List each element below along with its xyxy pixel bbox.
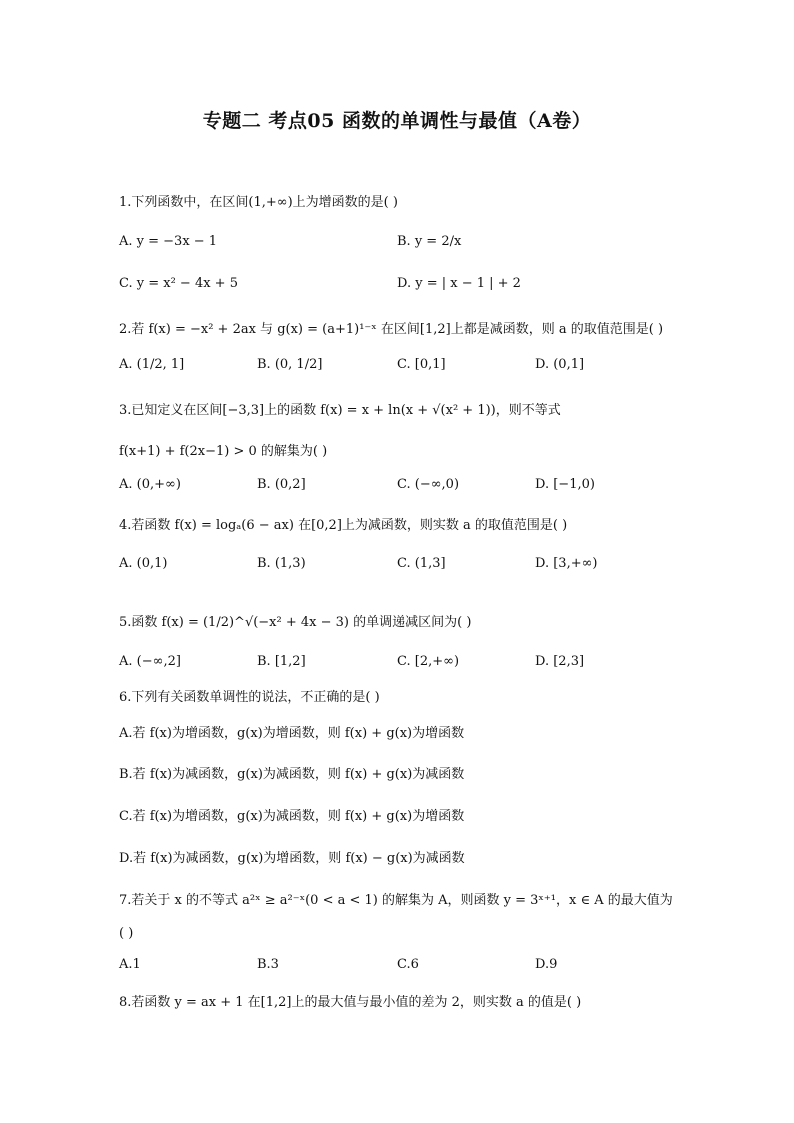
question-1-option-b: B. y = 2/x [397,234,462,249]
question-5-option-b: B. [1,2] [257,654,306,669]
question-3-option-a: A. (0,+∞) [119,477,181,492]
question-3-option-c: C. (−∞,0) [397,477,460,492]
question-6-option-c: C.若 f(x)为增函数，g(x)为减函数，则 f(x) + g(x)为增函数 [119,809,465,824]
question-8-stem: 8.若函数 y = ax + 1 在[1,2]上的最大值与最小值的差为 2，则实数 a 的值是( ) [119,995,582,1010]
question-7-option-b: B.3 [257,957,279,972]
question-2-option-a: A. (1/2, 1] [119,357,185,372]
question-2-option-c: C. [0,1] [397,357,446,372]
question-3-option-b: B. (0,2] [257,477,306,492]
question-5-option-c: C. [2,+∞) [397,654,460,669]
question-2-stem: 2.若 f(x) = −x² + 2ax 与 g(x) = (a+1)¹⁻ˣ 在区间[1,2]上都是减函数，则 a 的取值范围是( ) [119,322,664,337]
question-6-option-a: A.若 f(x)为增函数，g(x)为增函数，则 f(x) + g(x)为增函数 [119,726,465,741]
question-7-option-c: C.6 [397,957,419,972]
question-7-option-a: A.1 [119,957,141,972]
question-4-option-c: C. (1,3] [397,556,446,571]
question-5-stem: 5.函数 f(x) = (1/2)^√(−x² + 4x − 3) 的单调递减区间为( ) [119,615,472,630]
question-4-option-d: D. [3,+∞) [535,556,598,571]
question-1-stem: 1.下列函数中，在区间(1,+∞)上为增函数的是( ) [119,195,398,210]
question-3-stem-continued: f(x+1) + f(2x−1) > 0 的解集为( ) [119,444,328,459]
question-5-option-a: A. (−∞,2] [119,654,181,669]
question-1-option-d: D. y = | x − 1 | + 2 [397,276,521,291]
question-6-option-b: B.若 f(x)为减函数，g(x)为减函数，则 f(x) + g(x)为减函数 [119,767,465,782]
question-1-option-a: A. y = −3x − 1 [119,234,218,249]
page-title: 专题二 考点05 函数的单调性与最值（A卷） [202,110,592,132]
question-3-stem: 3.已知定义在区间[−3,3]上的函数 f(x) = x + ln(x + √(x² + 1))，则不等式 [119,403,561,418]
question-4-option-a: A. (0,1) [119,556,168,571]
question-4-option-b: B. (1,3) [257,556,306,571]
question-4-stem: 4.若函数 f(x) = logₐ(6 − ax) 在[0,2]上为减函数，则实数 a 的取值范围是( ) [119,518,568,533]
question-7-option-d: D.9 [535,957,558,972]
question-1-option-c: C. y = x² − 4x + 5 [119,276,238,291]
question-5-option-d: D. [2,3] [535,654,585,669]
question-3-option-d: D. [−1,0) [535,477,595,492]
question-7-stem: 7.若关于 x 的不等式 a²ˣ ≥ a²⁻ˣ(0 < a < 1) 的解集为 A，则函数 y = 3ˣ⁺¹，x ∈ A 的最大值为 [119,893,673,908]
question-7-stem-continued: ( ) [119,926,134,941]
question-6-option-d: D.若 f(x)为减函数，g(x)为增函数，则 f(x) − g(x)为减函数 [119,851,465,866]
question-2-option-d: D. (0,1] [535,357,585,372]
question-6-stem: 6.下列有关函数单调性的说法，不正确的是( ) [119,690,380,705]
question-2-option-b: B. (0, 1/2] [257,357,323,372]
